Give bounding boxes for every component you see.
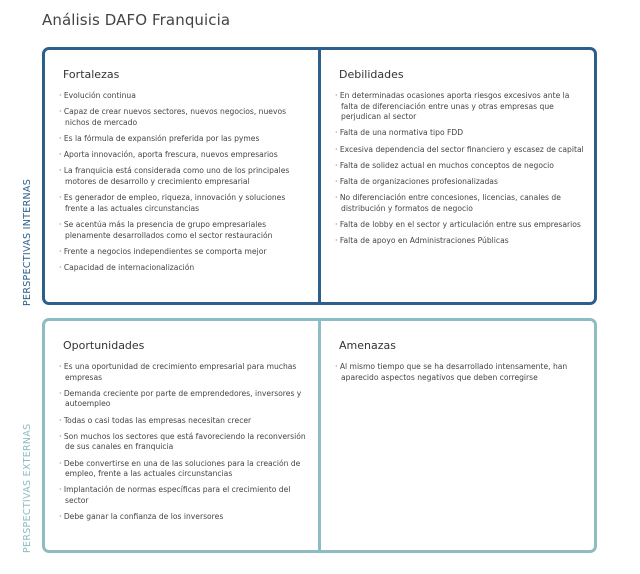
list-item: · No diferenciación entre concesiones, licencias, canales de distribución y formatos de negocio (335, 193, 584, 214)
item-list (59, 91, 308, 273)
quadrant-heading: Fortalezas (63, 68, 120, 81)
quadrant-debilidades (321, 50, 594, 302)
list-item: · Son muchos los sectores que está favoreciendo la reconversión de sus canales en franquicia (59, 432, 308, 453)
list-item: · Al mismo tiempo que se ha desarrollado intensamente, han aparecido aspectos negativos que deben corregirse (335, 362, 584, 383)
side-label-external: PERSPECTIVAS EXTERNAS (22, 423, 33, 553)
list-item: · Implantación de normas específicas para el crecimiento del sector (59, 485, 308, 506)
list-item: · Evolución continua (59, 91, 308, 102)
quadrant-oportunidades (45, 321, 321, 550)
page-title: Análisis DAFO Franquicia (42, 11, 231, 29)
list-item: · Falta de lobby en el sector y articulación entre sus empresarios (335, 220, 584, 231)
list-item: · Aporta innovación, aporta frescura, nuevos empresarios (59, 150, 308, 161)
item-list (335, 91, 584, 247)
list-item: · Es generador de empleo, riqueza, innovación y soluciones frente a las actuales circunstancias (59, 193, 308, 214)
quadrant-heading: Amenazas (339, 339, 396, 352)
quadrant-amenazas (321, 321, 594, 550)
list-item: · Demanda creciente por parte de emprendedores, inversores y autoempleo (59, 389, 308, 410)
internal-perspectives-box (42, 47, 597, 305)
list-item: · Frente a negocios independientes se comporta mejor (59, 247, 308, 258)
list-item: · Todas o casi todas las empresas necesitan crecer (59, 416, 308, 427)
list-item: · Excesiva dependencia del sector financiero y escasez de capital (335, 145, 584, 156)
quadrant-heading: Oportunidades (63, 339, 145, 352)
quadrant-fortalezas (45, 50, 321, 302)
list-item: · Capaz de crear nuevos sectores, nuevos negocios, nuevos nichos de mercado (59, 107, 308, 128)
external-perspectives-box (42, 318, 597, 553)
list-item: · Falta de organizaciones profesionalizadas (335, 177, 584, 188)
list-item: · Debe ganar la confianza de los inversores (59, 512, 308, 523)
list-item: · Capacidad de internacionalización (59, 263, 308, 274)
side-label-internal: PERSPECTIVAS INTERNAS (22, 178, 33, 306)
list-item: · Falta de solidez actual en muchos conceptos de negocio (335, 161, 584, 172)
list-item: · Debe convertirse en una de las soluciones para la creación de empleo, frente a las actuales circunstancias (59, 459, 308, 480)
list-item: · Falta de apoyo en Administraciones Públicas (335, 236, 584, 247)
quadrant-heading: Debilidades (339, 68, 404, 81)
item-list (335, 362, 584, 383)
list-item: · Falta de una normativa tipo FDD (335, 128, 584, 139)
list-item: · En determinadas ocasiones aporta riesgos excesivos ante la falta de diferenciación entre unas y otras empresas que perjudican al sector (335, 91, 584, 123)
list-item: · La franquicia está considerada como uno de los principales motores de desarrollo y crecimiento empresarial (59, 166, 308, 187)
list-item: · Es una oportunidad de crecimiento empresarial para muchas empresas (59, 362, 308, 383)
item-list (59, 362, 308, 523)
list-item: · Es la fórmula de expansión preferida por las pymes (59, 134, 308, 145)
list-item: · Se acentúa más la presencia de grupo empresariales plenamente desarrollados como el sector restauración (59, 220, 308, 241)
